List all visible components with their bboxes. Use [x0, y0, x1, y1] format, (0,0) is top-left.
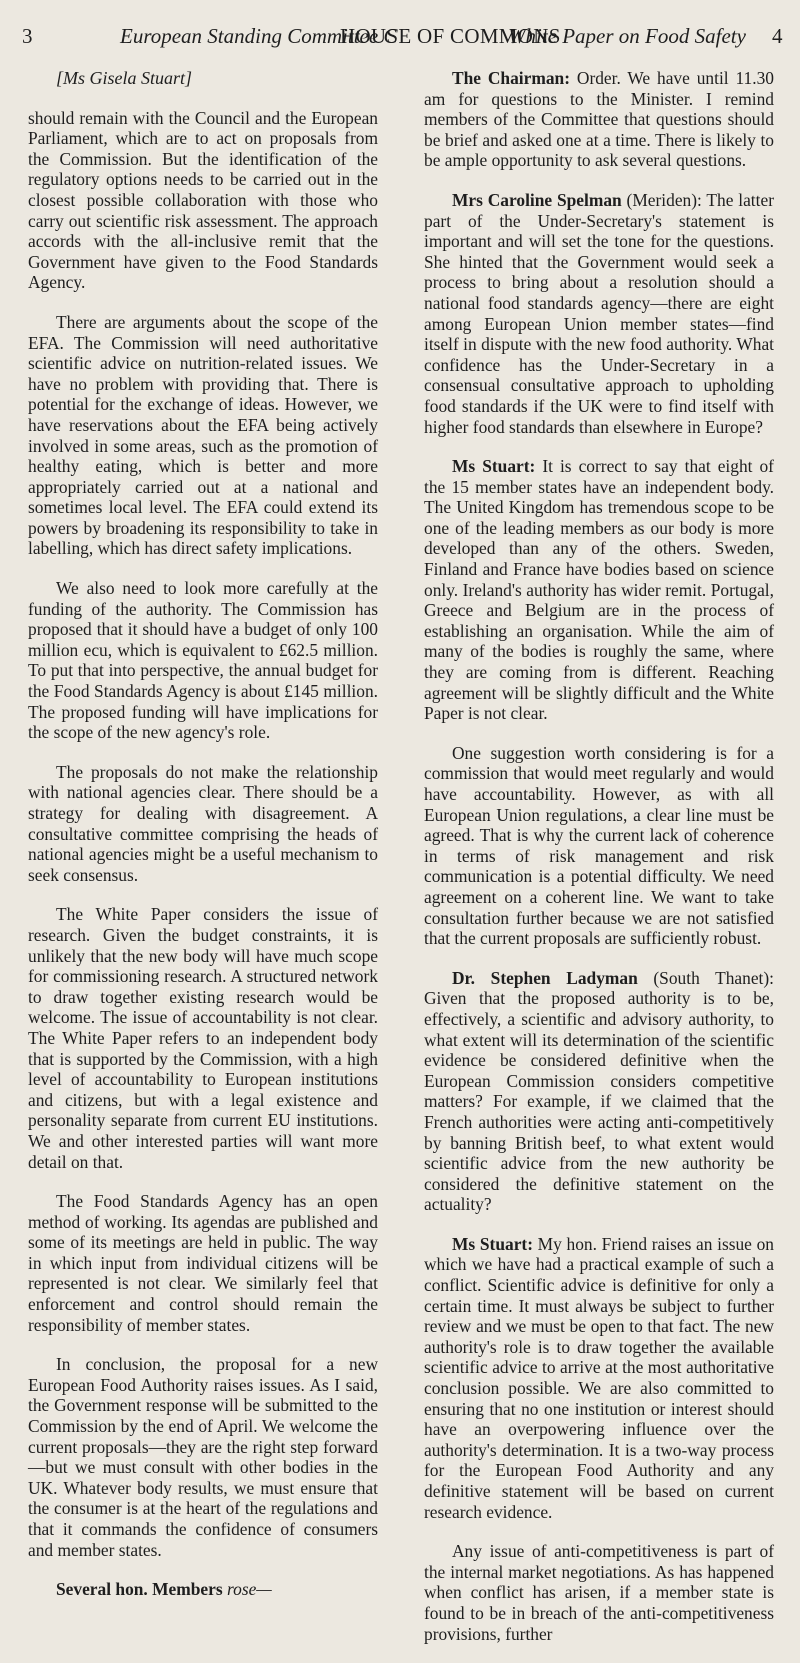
left-running-title: European Standing Committee C [120, 24, 398, 48]
speech [424, 190, 774, 437]
speech-text: (South Thanet): Given that the proposed authority is to be, effectively, a scientific and advisory authority, to what extent will its determination of the scientific evidence be considered definitive when the European Commission considers competitive matters? For example, if we claimed that the French authorities were acting anti-competitively by banning British beef, to what extent would scientific advice from the new authority be considered the definitive statement on the actuality? [424, 967, 775, 1215]
speech-text: My hon. Friend raises an issue on which we have had a practical example of such a conflict. Scientific advice is definitive for only a certain time. It must always be subject to further review and we must be open to that fact. The new authority's role is to draw together the available scientific advice to arrive at the most authoritative conclusion possible. We are also committed to ensuring that no one institution or interest should have an overpowering influence over the authority's determination. It is a two-way process for the European Food Authority and any definitive statement will be based on current research evidence. [424, 1233, 774, 1522]
speaker-name: Dr. Stephen Ladyman [452, 967, 638, 988]
speech-continuation [424, 743, 774, 949]
center-running-title: HOUSE OF COMMONS [340, 24, 561, 48]
speech-text: One suggestion worth considering is for a commission that would meet regularly and would have accountability. However, as with all European Union regulations, a clear line must be agreed. That is why the current lack of coherence in terms of risk management and risk communication is a potential difficulty. We need agreement on a coherent line. We want to take consultation further because we are not satisfied that the current proposals are sufficiently robust. [424, 742, 774, 949]
speech-continuation [424, 1541, 774, 1644]
stage-direction-members: Several hon. Members [56, 1579, 223, 1600]
speaker-name: Mrs Caroline Spelman [452, 189, 622, 210]
speech-text: Any issue of anti-competitiveness is part of the internal market negotiations. As has happened when conflict has arisen, if a member state is found to be in breach of the anti-competitiveness provisions, further [424, 1541, 774, 1644]
speech [424, 1234, 774, 1522]
paragraph: The Food Standards Agency has an open method of working. Its agendas are published and some of its meetings are held in public. The way in which input from individual citizens will be represented is not clear. We similarly feel that enforcement and control should remain the responsibility of member states. [28, 1191, 378, 1335]
stage-direction-action: rose— [227, 1579, 272, 1600]
speaker-name: Ms Stuart: [452, 1233, 533, 1254]
paragraph: The White Paper considers the issue of research. Given the budget constraints, it is unlikely that the new body will have much scope for commissioning research. A structured network to draw together existing research would be welcome. The issue of accountability is not clear. The White Paper refers to an independent body that is supported by the Commission, with a high level of accountability to European institutions and citizens, but with a legal existence and personality separate from current EU institutions. We and other interested parties will want more detail on that. [28, 904, 378, 1172]
left-page-number: 3 [22, 24, 33, 48]
speech-text: (Meriden): The latter part of the Under-Secretary's statement is important and will set the tone for the questions. She hinted that the Government would seek a process to bring about a resolution should a national food standards agency—there are eight among European Union member states—find itself in dispute with the new food authority. What confidence has the Under-Secretary in a consensual consultative approach to upholding food standards if the UK were to find itself with higher food standards than elsewhere in Europe? [424, 189, 774, 437]
left-column [28, 68, 378, 1619]
speech-text: Order. We have until 11.30 am for questions to the Minister. I remind members of the Committee that questions should be brief and asked one at a time. There is likely to be ample opportunity to ask several questions. [424, 68, 774, 171]
right-running-title: White Paper on Food Safety [508, 24, 746, 48]
continued-speaker-tag: [Ms Gisela Stuart] [56, 68, 193, 88]
speaker-name: The Chairman: [452, 68, 570, 88]
paragraph: The proposals do not make the relationship with national agencies clear. There should be a strategy for dealing with disagreement. A consultative committee comprising the heads of national agencies might be a useful mechanism to seek consensus. [28, 761, 378, 885]
paragraph: There are arguments about the scope of the EFA. The Commission will need authoritative scientific advice on nutrition-related issues. We have no problem with providing that. There is potential for the exchange of ideas. However, we have reservations about the EFA being actively involved in some areas, such as the promotion of healthy eating, which is better and more appropriately carried out at a national and sometimes local level. The EFA could extend its powers by broadening its responsibility to take in labelling, which has direct safety implications. [28, 311, 378, 559]
right-column [424, 68, 774, 1663]
paragraph: should remain with the Council and the European Parliament, which are to act on proposals from the Commission. But the identification of the regulatory options needs to be carried out in the closest possible collaboration with those who carry out scientific risk assessment. The approach accords with the all-inclusive remit that the Government have given to the Food Standards Agency. [28, 107, 378, 293]
page-header [0, 20, 800, 52]
stage-direction [28, 1579, 378, 1600]
speech-text: It is correct to say that eight of the 15 member states have an independent body. The United Kingdom has tremendous scope to be one of the leading members as our body is more developed than any of the others. Sweden, Finland and France have bodies based on science only. Ireland's authority has wider remit. Portugal, Greece and Belgium are in the process of establishing an organisation. While the aim of many of the bodies is roughly the same, where they are coming from is different. Reaching agreement will be slightly difficult and the White Paper is not clear. [424, 456, 774, 724]
speaker-name: Ms Stuart: [452, 456, 536, 477]
paragraph: We also need to look more carefully at the funding of the authority. The Commission has proposed that it should have a budget of only 100 million ecu, which is equivalent to £62.5 million. To put that into perspective, the annual budget for the Food Standards Agency is about £145 million. The proposed funding will have implications for the scope of the new agency's role. [28, 578, 378, 743]
paragraph: In conclusion, the proposal for a new European Food Authority raises issues. As I said, the Government response will be submitted to the Commission by the end of April. We welcome the current proposals—they are the right step forward—but we must consult with other bodies in the UK. Whatever body results, we must ensure that the consumer is at the heart of the regulations and that it commands the confidence of consumers and member states. [28, 1354, 378, 1560]
speech [424, 68, 774, 171]
right-page-number: 4 [772, 24, 783, 48]
speech [424, 456, 774, 724]
speech [424, 968, 774, 1215]
